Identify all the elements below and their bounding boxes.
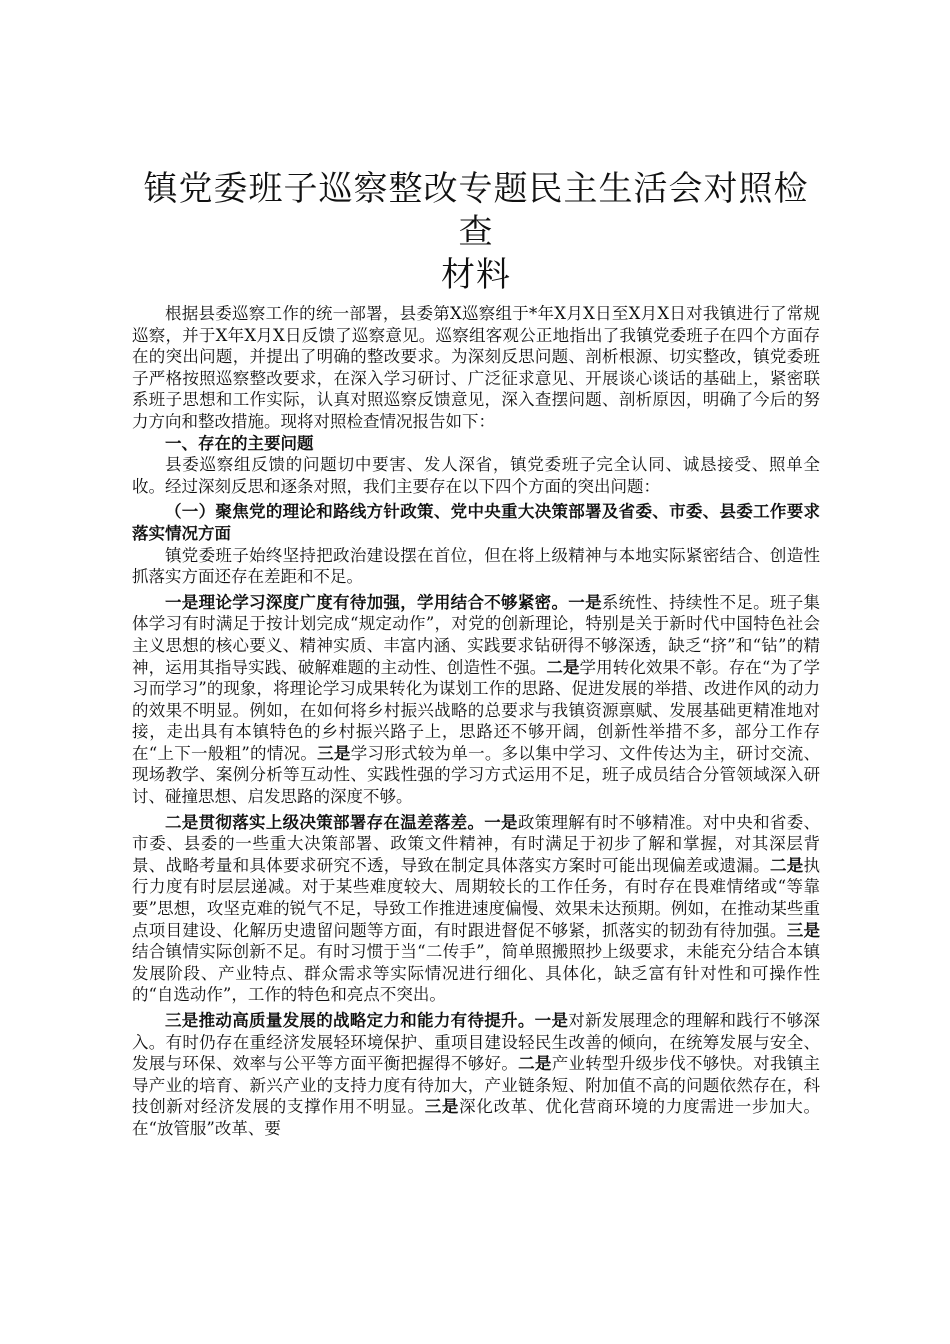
problem-3-lead: 三是推动高质量发展的战略定力和能力有待提升。 (165, 1011, 535, 1030)
problem-1-point-a-lead: 一是 (568, 592, 602, 612)
problem-2-point-c-lead: 三是 (786, 920, 821, 940)
problem-2-point-a-lead: 一是 (484, 812, 518, 832)
intro-paragraph: 根据县委巡察工作的统一部署，县委第X巡察组于*年X月X日至X月X日对我镇进行了常规巡察，并于X年X月X日反馈了巡察意见。巡察组客观公正地指出了我镇党委班子在四个方面存在的突出问题，并提出了明确的整改要求。为深刻反思问题、剖析根源、切实整改，镇党委班子严格按照巡察整改要求，在深入学习研讨、广泛征求意见、开展谈心谈话的基础上，紧密联系班子思想和工作实际，认真对照巡察反馈意见，深入查摆问题、剖析原因，明确了今后的努力方向和整改措施。现将对照检查情况报告如下： (132, 304, 820, 431)
subsection-heading-1: （一）聚焦党的理论和路线方针政策、党中央重大决策部署及省委、市委、县委工作要求落实情况方面 (132, 502, 820, 543)
problem-3-point-b: 产业转型升级步伐不够快。对我镇主导产业的培育、新兴产业的支持力度有待加大，产业链条短、附加值不高的问题依然存在，科技创新对经济发展的支撑作用不明显。 (132, 1054, 821, 1117)
problem-2-lead: 二是贯彻落实上级决策部署存在温差落差。 (165, 812, 485, 832)
problem-paragraph-2 (132, 812, 820, 1006)
problem-2-point-b: 执行力度有时层层递减。对于某些难度较大、周期较长的工作任务，有时存在畏难情绪或“等靠要”思想，攻坚克难的锐气不足，导致工作推进速度偏慢、效果未达预期。例如，在推动某些重点项目建设、化解历史遗留问题等方面，有时跟进督促不够紧，抓落实的韧劲有待加强。 (132, 855, 821, 940)
problem-1-point-a: 系统性、持续性不足。班子集体学习有时满足于按计划完成“规定动作”，对党的创新理论，特别是关于新时代中国特色社会主义思想的核心要义、精神实质、丰富内涵、实践要求钻研得不够深透，缺乏“挤”和“钻”的精神，运用其指导实践、破解难题的主动性、创造性不强。 (132, 592, 821, 677)
problem-3-point-c: 深化改革、优化营商环境的力度需进一步加大。在“放管服”改革、要 (132, 1097, 821, 1138)
problem-paragraph-3 (132, 1010, 820, 1140)
title-line-2: 材料 (441, 255, 511, 295)
document-title (132, 168, 820, 297)
problem-3-point-c-lead: 三是 (424, 1097, 460, 1117)
document-body (132, 303, 820, 1140)
problem-1-point-c: 学习形式较为单一。多以集中学习、文件传达为主，研讨交流、现场教学、案例分析等互动性、实践性强的学习方式运用不足，班子成员结合分管领域深入研讨、碰撞思想、启发思路的深度不够。 (132, 743, 821, 807)
problem-paragraph-1 (132, 592, 820, 808)
problem-3-point-a-lead: 一是 (534, 1011, 569, 1030)
problem-1-point-b: 学用转化效果不彰。存在“为了学习而学习”的现象，将理论学习成果转化为谋划工作的思路、促进发展的举措、改进作风的动力的效果不明显。例如，在如何将乡村振兴战略的总要求与我镇资源禀赋、发展基础更精准地对接，走出具有本镇特色的乡村振兴路子上，思路还不够开阔，创新性举措不多，部分工作存在“上下一般粗”的情况。 (132, 657, 821, 763)
problem-1-point-c-lead: 三是 (317, 743, 351, 763)
problem-2-point-a: 政策理解有时不够精准。对中央和省委、市委、县委的一些重大决策部署、政策文件精神，有时满足于初步了解和掌握，对其深层背景、战略考量和具体要求研究不透，导致在制定具体落实方案时可能出现偏差或遗漏。 (132, 812, 821, 875)
problem-2-point-c: 结合镇情实际创新不足。有时习惯于当“二传手”，简单照搬照抄上级要求，未能充分结合本镇发展阶段、产业特点、群众需求等实际情况进行细化、具体化，缺乏富有针对性和可操作性的“自选动作”，工作的特色和亮点不突出。 (132, 942, 820, 1005)
problem-3-point-b-lead: 二是 (518, 1054, 552, 1074)
title-line-1: 镇党委班子巡察整改专题民主生活会对照检查 (143, 169, 809, 252)
section-heading-1: 一、存在的主要问题 (165, 433, 314, 453)
problem-2-point-b-lead: 二是 (769, 855, 804, 875)
section-1-intro: 县委巡察组反馈的问题切中要害、发人深省，镇党委班子完全认同、诚恳接受、照单全收。经过深刻反思和逐条对照，我们主要存在以下四个方面的突出问题： (132, 455, 820, 496)
problem-1-lead: 一是理论学习深度广度有待加强，学用结合不够紧密。 (165, 592, 569, 612)
subsection-1-intro: 镇党委班子始终坚持把政治建设摆在首位，但在将上级精神与本地实际紧密结合、创造性抓落实方面还存在差距和不足。 (132, 545, 820, 587)
document-page (132, 168, 820, 1140)
problem-1-point-b-lead: 二是 (546, 657, 580, 677)
problem-3-point-a: 对新发展理念的理解和践行不够深入。有时仍存在重经济发展轻环境保护、重项目建设轻民生改善的倾向，在统筹发展与安全、发展与环保、效率与公平等方面平衡把握得不够好。 (132, 1011, 821, 1074)
